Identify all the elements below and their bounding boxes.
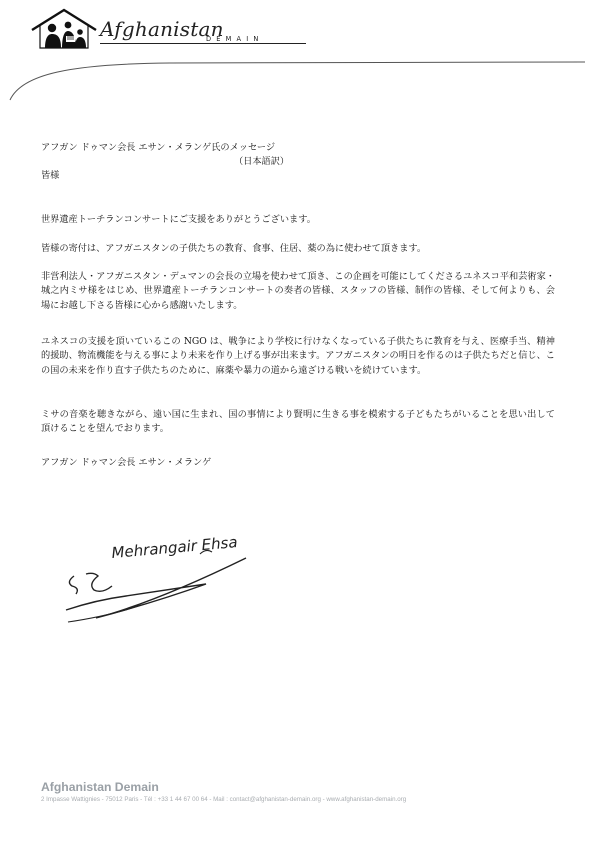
brand-underline [100,43,306,44]
paragraph: 非営利法人・アフガニスタン・デュマンの会長の立場を使わせて頂き、この企画を可能にしてくださるユネスコ平和芸術家・城之内ミサ様をはじめ、世界遺産トーチランコンサートの奏者の皆様、スタッフの皆様、制作の皆様、そして何よりも、会場にお越し下さる皆様に心から感謝いたします。 [41,271,555,311]
brand-name-caps: DEMAIN [206,35,264,43]
paragraph: 世界遺産トーチランコンサートにご支援をありがとうございます。 [41,214,316,225]
brand-name-script: Afghanistan [100,17,224,41]
header-swoosh-line [0,52,595,108]
sign-off: アフガン ドゥマン会長 エサン・メランゲ [41,457,212,468]
handwritten-signature [60,530,310,640]
paragraph: 皆様の寄付は、アフガニスタンの子供たちの教育、食事、住居、薬の為に使わせて頂きます。 [41,243,427,254]
letter-subtitle: （日本語訳） [234,156,290,167]
footer-contact-line: 2 Impasse Wattignies - 75012 Paris - Tél : +33 1 44 67 00 64 - Mail : contact@afghanistan-demain.org - www.afghanistan-demain.org [41,796,407,803]
paragraph: ミサの音楽を聴きながら、遠い国に生まれ、国の事情により賢明に生きる事を模索する子どもたちがいることを思い出して頂けることを望んでおります。 [41,409,555,435]
footer-org-name: Afghanistan Demain [41,780,159,794]
salutation: 皆様 [41,170,60,181]
letter-title: アフガン ドゥマン会長 エサン・メランゲ氏のメッセージ [41,142,276,153]
paragraph: ユネスコの支援を頂いているこの NGO は、戦争により学校に行けなくなっている子供たちに教育を与え、医療手当、精神的援助、物流機能を与える事により未来を作り上げる事が出来ます。アフガニスタンの明日を作るのは子供たちだと信じ、この国の未来を作り直す子供たちのために、麻薬や暴力の道から遠ざける戦いを続けています。 [41,336,555,376]
svg-text:Mehrangair Ehsa: Mehrangair Ehsa [110,533,239,562]
organization-logo-icon [30,8,100,50]
